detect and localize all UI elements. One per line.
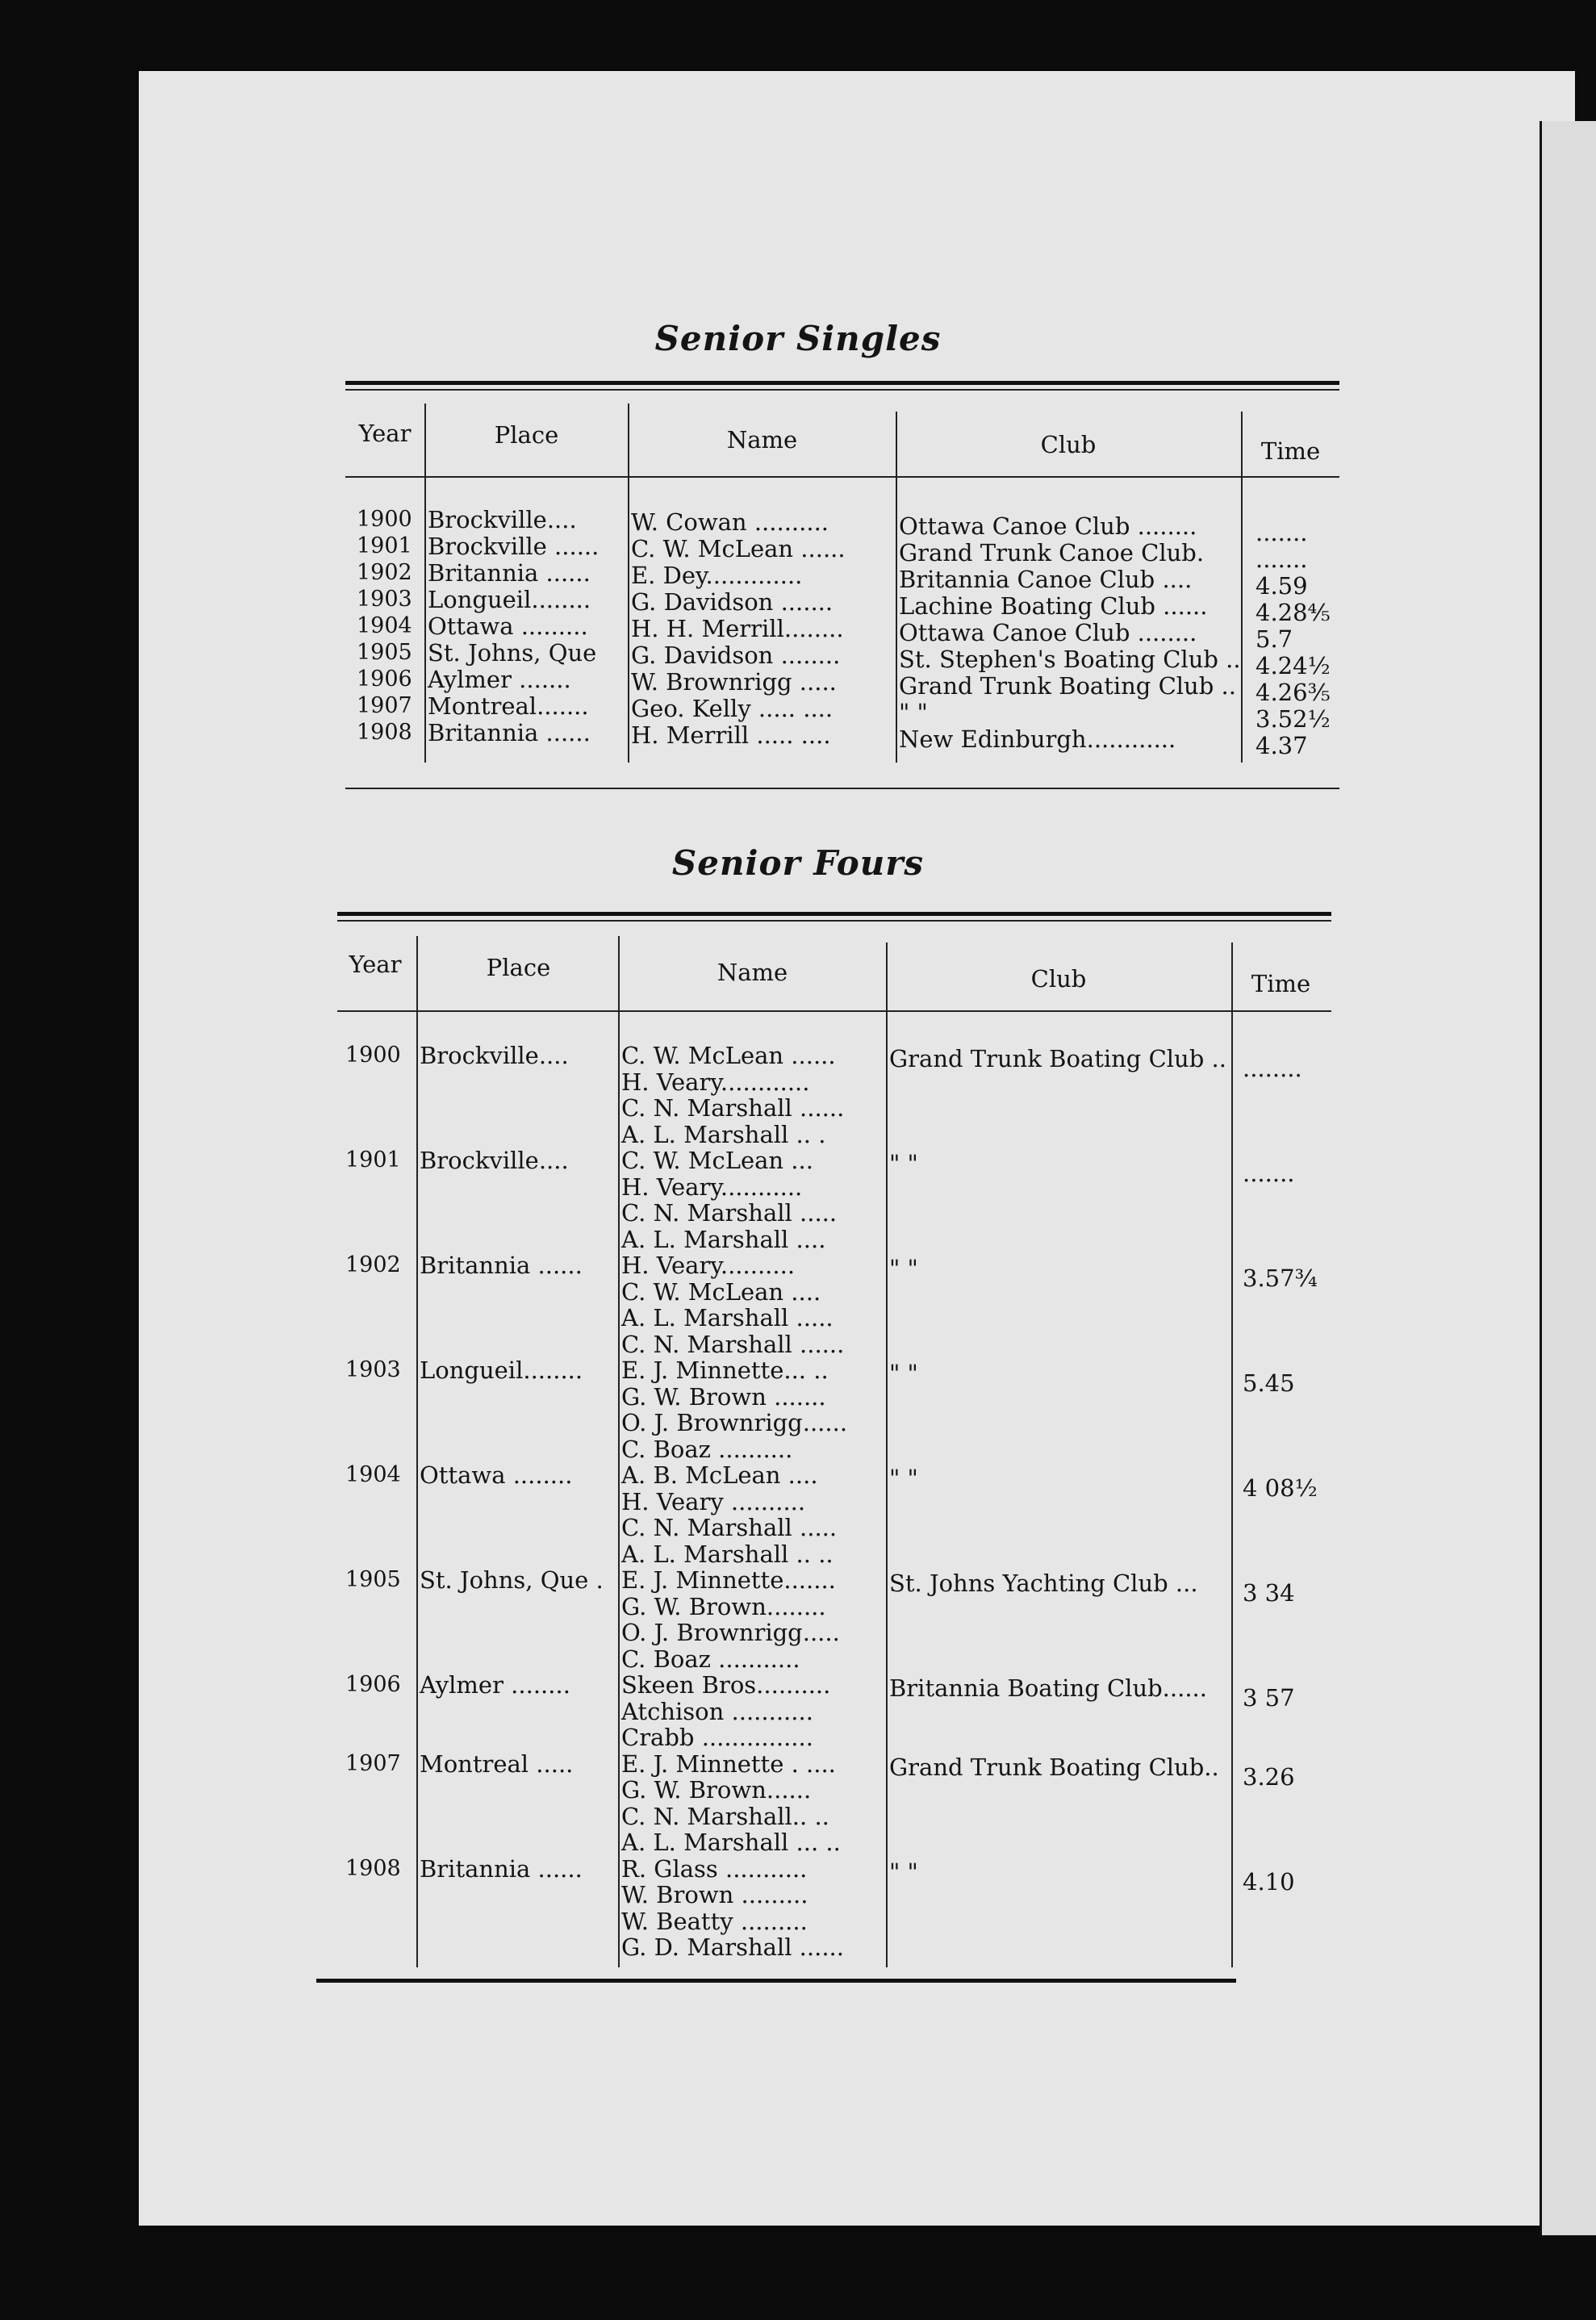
fours-crew-member: H. Veary..........	[621, 1252, 796, 1279]
fours-crew-member: Skeen Bros..........	[621, 1671, 831, 1699]
fours-club: " "	[889, 1150, 918, 1177]
singles-header-time: Time	[1260, 437, 1321, 465]
singles-header-club: Club	[1040, 431, 1097, 458]
fours-year: 1904	[345, 1462, 401, 1487]
fours-time: 4 08½	[1243, 1474, 1318, 1502]
fours-crew-member: G. W. Brown......	[621, 1776, 812, 1804]
fours-time: 5.45	[1243, 1369, 1295, 1397]
fours-place: Brockville....	[420, 1147, 569, 1174]
fours-crew-member: G. W. Brown .......	[621, 1382, 826, 1411]
singles-time: 5.7	[1255, 625, 1293, 653]
fours-year: 1908	[345, 1855, 401, 1881]
singles-name: Geo. Kelly ..... ....	[631, 695, 834, 722]
fours-year: 1901	[345, 1147, 401, 1173]
singles-place: Longueil........	[428, 586, 591, 613]
singles-header-name: Name	[726, 426, 798, 454]
singles-place: Brockville ......	[428, 533, 600, 560]
fours-crew-member: O. J. Brownrigg......	[621, 1409, 848, 1436]
fours-time: 3.57¾	[1243, 1265, 1318, 1292]
fours-title: Senior Fours	[671, 843, 925, 883]
singles-club: Lachine Boating Club ......	[899, 592, 1208, 620]
fours-crew-member: Crabb ...............	[621, 1724, 813, 1751]
singles-year: 1901	[357, 533, 412, 558]
fours-crew-member: A. B. McLean ....	[621, 1461, 818, 1489]
fours-club: Grand Trunk Boating Club..	[889, 1753, 1219, 1781]
fours-time: 4.10	[1243, 1867, 1295, 1896]
fours-crew-member: W. Brown .........	[621, 1881, 808, 1908]
singles-time: 4.28⅘	[1255, 599, 1331, 626]
singles-name: H. H. Merrill........	[631, 615, 844, 642]
fours-crew-member: A. L. Marshall ... ..	[621, 1829, 841, 1856]
singles-time: 4.37	[1255, 732, 1308, 759]
fours-crew-member: C. N. Marshall ......	[621, 1094, 845, 1122]
singles-club: Ottawa Canoe Club ........	[899, 512, 1197, 540]
fours-crew-member: A. L. Marshall .....	[621, 1304, 834, 1331]
fours-year: 1902	[345, 1252, 401, 1277]
fours-crew-member: C. W. McLean ...	[621, 1147, 813, 1174]
singles-club: Grand Trunk Canoe Club.	[899, 539, 1205, 566]
fours-crew-member: A. L. Marshall .. ..	[621, 1540, 834, 1568]
fours-crew-member: G. D. Marshall ......	[621, 1933, 844, 1961]
singles-year: 1906	[357, 667, 412, 692]
singles-name: E. Dey.............	[631, 562, 803, 589]
fours-time: 3 34	[1243, 1579, 1295, 1607]
singles-header-year: Year	[358, 420, 412, 447]
fours-crew-member: G. W. Brown........	[621, 1592, 826, 1620]
singles-time: 4.26⅗	[1255, 679, 1331, 706]
singles-club: St. Stephen's Boating Club ..	[899, 646, 1241, 673]
fours-crew-member: C. N. Marshall.. ..	[621, 1802, 829, 1830]
singles-year: 1907	[357, 693, 412, 718]
fours-year: 1906	[345, 1672, 401, 1697]
singles-year: 1908	[357, 720, 412, 745]
fours-crew-member: A. L. Marshall ....	[621, 1225, 826, 1253]
fours-crew-member: C. N. Marshall .....	[621, 1514, 838, 1541]
fours-place: St. Johns, Que .	[420, 1566, 604, 1594]
singles-place: Brockville....	[428, 506, 577, 533]
singles-name: W. Brownrigg .....	[631, 668, 837, 696]
fours-crew-member: E. J. Minnette.......	[621, 1566, 836, 1594]
fours-time: .......	[1243, 1160, 1295, 1187]
fours-club: Grand Trunk Boating Club ..	[889, 1045, 1226, 1072]
fours-crew-member: R. Glass ...........	[621, 1854, 808, 1883]
singles-time: .......	[1255, 519, 1308, 546]
fours-header-year: Year	[349, 951, 402, 978]
fours-time: 3.26	[1243, 1762, 1295, 1791]
fours-header-club: Club	[1030, 965, 1087, 993]
singles-place: Aylmer .......	[428, 666, 571, 693]
singles-header-place: Place	[494, 421, 559, 449]
fours-crew-member: E. J. Minnette... ..	[621, 1356, 829, 1384]
fours-time: ........	[1243, 1055, 1302, 1082]
singles-time: .......	[1255, 546, 1308, 573]
fours-crew-member: C. N. Marshall ......	[621, 1330, 845, 1358]
page-edge	[1540, 121, 1596, 2235]
singles-year: 1905	[357, 640, 412, 665]
singles-time: 4.24½	[1255, 652, 1331, 679]
singles-place: St. Johns, Que	[428, 639, 597, 667]
fours-year: 1905	[345, 1567, 401, 1592]
fours-place: Longueil........	[420, 1356, 583, 1384]
singles-club: Britannia Canoe Club ....	[899, 566, 1193, 593]
fours-year: 1900	[345, 1043, 401, 1068]
fours-place: Aylmer ........	[420, 1671, 570, 1699]
singles-name: H. Merrill ..... ....	[631, 721, 831, 749]
fours-club: Britannia Boating Club......	[889, 1674, 1207, 1702]
singles-time: 3.52½	[1255, 705, 1331, 733]
fours-crew-member: H. Veary...........	[621, 1173, 803, 1201]
singles-name: G. Davidson .......	[631, 588, 834, 616]
fours-crew-member: O. J. Brownrigg.....	[621, 1619, 840, 1646]
fours-place: Britannia ......	[420, 1854, 583, 1883]
fours-club: " "	[889, 1255, 918, 1282]
singles-club: New Edinburgh............	[899, 725, 1176, 753]
singles-place: Montreal.......	[428, 692, 589, 720]
fours-crew-member: W. Beatty .........	[621, 1907, 808, 1935]
singles-title: Senior Singles	[654, 319, 942, 358]
fours-club: St. Johns Yachting Club ...	[889, 1570, 1198, 1597]
singles-place: Britannia ......	[428, 719, 591, 746]
fours-place: Ottawa ........	[420, 1461, 573, 1489]
fours-header-time: Time	[1251, 970, 1311, 997]
singles-club: Ottawa Canoe Club ........	[899, 619, 1197, 646]
fours-crew-member: C. W. McLean ......	[621, 1042, 836, 1069]
fours-crew-member: Atchison ...........	[621, 1697, 813, 1725]
fours-club: " "	[889, 1465, 918, 1492]
singles-year: 1904	[357, 613, 412, 638]
fours-crew-member: E. J. Minnette . ....	[621, 1749, 836, 1778]
fours-year: 1907	[345, 1750, 401, 1776]
singles-place: Britannia ......	[428, 559, 591, 587]
singles-time: 4.59	[1255, 572, 1308, 600]
fours-crew-member: C. N. Marshall .....	[621, 1199, 838, 1227]
fours-crew-member: H. Veary ..........	[621, 1487, 806, 1515]
singles-year: 1900	[357, 507, 412, 532]
fours-time: 3 57	[1243, 1684, 1295, 1712]
singles-name: C. W. McLean ......	[631, 535, 846, 562]
singles-club: Grand Trunk Boating Club ..	[899, 672, 1236, 700]
fours-club: " "	[889, 1858, 918, 1886]
singles-year: 1903	[357, 587, 412, 612]
singles-name: W. Cowan ..........	[631, 508, 829, 536]
fours-place: Montreal .....	[420, 1749, 574, 1778]
fours-header-place: Place	[486, 954, 551, 981]
fours-crew-member: C. Boaz ...........	[621, 1645, 800, 1673]
fours-place: Britannia ......	[420, 1252, 583, 1279]
fours-crew-member: H. Veary............	[621, 1068, 810, 1096]
fours-crew-member: C. Boaz ..........	[621, 1435, 793, 1463]
singles-name: G. Davidson ........	[631, 642, 841, 669]
singles-place: Ottawa .........	[428, 612, 588, 640]
fours-crew-member: A. L. Marshall .. .	[621, 1120, 826, 1148]
singles-year: 1902	[357, 560, 412, 585]
fours-year: 1903	[345, 1357, 401, 1382]
fours-place: Brockville....	[420, 1042, 569, 1069]
fours-club: " "	[889, 1360, 918, 1387]
fours-crew-member: C. W. McLean ....	[621, 1277, 821, 1306]
fours-header-name: Name	[717, 959, 788, 986]
singles-club: " "	[899, 699, 928, 726]
